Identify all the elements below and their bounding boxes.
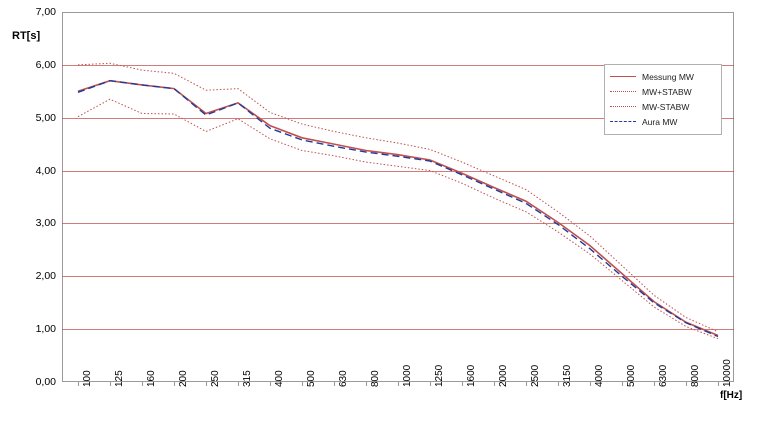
- x-axis-label: f[Hz]: [720, 390, 743, 401]
- x-tick-mark: [78, 382, 79, 386]
- x-tick-mark: [654, 382, 655, 386]
- x-tick-label: 5000: [626, 364, 637, 387]
- legend-swatch-icon: [610, 117, 636, 127]
- x-tick-mark: [430, 382, 431, 386]
- x-tick-label: 250: [210, 370, 221, 387]
- legend-item: [610, 69, 715, 84]
- x-tick-label: 125: [114, 370, 125, 387]
- x-tick-mark: [526, 382, 527, 386]
- x-tick-mark: [110, 382, 111, 386]
- y-tick-label: 0,00: [35, 376, 56, 388]
- x-tick-label: 8000: [690, 364, 701, 387]
- series-line: [78, 99, 718, 338]
- x-tick-mark: [558, 382, 559, 386]
- x-tick-mark: [494, 382, 495, 386]
- x-tick-label: 1000: [402, 364, 413, 387]
- x-tick-mark: [238, 382, 239, 386]
- legend-swatch-icon: [610, 72, 636, 82]
- x-tick-label: 6300: [658, 364, 669, 387]
- x-tick-label: 1250: [434, 364, 445, 387]
- x-tick-label: 500: [306, 370, 317, 387]
- legend-label: Aura MW: [642, 116, 678, 127]
- x-tick-label: 100: [82, 370, 93, 387]
- x-tick-mark: [622, 382, 623, 386]
- y-axis-label: RT[s]: [12, 30, 41, 42]
- legend-swatch-icon: [610, 87, 636, 97]
- legend-item: [610, 84, 715, 99]
- x-tick-label: 160: [146, 370, 157, 387]
- x-tick-mark: [366, 382, 367, 386]
- x-tick-label: 630: [338, 370, 349, 387]
- x-tick-mark: [718, 382, 719, 386]
- x-tick-label: 800: [370, 370, 381, 387]
- x-tick-label: 2000: [498, 364, 509, 387]
- x-tick-label: 4000: [594, 364, 605, 387]
- x-tick-mark: [590, 382, 591, 386]
- x-tick-mark: [462, 382, 463, 386]
- y-tick-label: 2,00: [35, 270, 56, 283]
- y-tick-label: 4,00: [35, 164, 56, 177]
- y-tick-label: 5,00: [35, 111, 56, 124]
- y-tick-label: 7,00: [35, 6, 56, 18]
- legend-item: [610, 114, 715, 129]
- x-tick-mark: [174, 382, 175, 386]
- legend-label: MW+STABW: [642, 86, 692, 97]
- y-axis-ticks: [0, 0, 60, 437]
- legend-label: Messung MW: [642, 71, 694, 82]
- x-tick-label: 2500: [530, 364, 541, 387]
- y-tick-label: 1,00: [35, 323, 56, 336]
- legend-swatch-icon: [610, 102, 636, 112]
- x-tick-mark: [398, 382, 399, 386]
- x-tick-label: 200: [178, 370, 189, 387]
- x-tick-mark: [206, 382, 207, 386]
- chart-legend: [604, 64, 722, 135]
- y-tick-label: 6,00: [35, 58, 56, 71]
- legend-item: [610, 99, 715, 114]
- x-tick-mark: [302, 382, 303, 386]
- x-tick-label: 10000: [722, 359, 733, 387]
- x-tick-label: 315: [242, 370, 253, 387]
- x-tick-mark: [270, 382, 271, 386]
- x-tick-mark: [334, 382, 335, 386]
- x-tick-label: 3150: [562, 364, 573, 387]
- x-tick-label: 1600: [466, 364, 477, 387]
- legend-label: MW-STABW: [642, 101, 690, 112]
- x-tick-mark: [686, 382, 687, 386]
- x-tick-mark: [142, 382, 143, 386]
- y-tick-label: 3,00: [35, 217, 56, 230]
- x-tick-label: 400: [274, 370, 285, 387]
